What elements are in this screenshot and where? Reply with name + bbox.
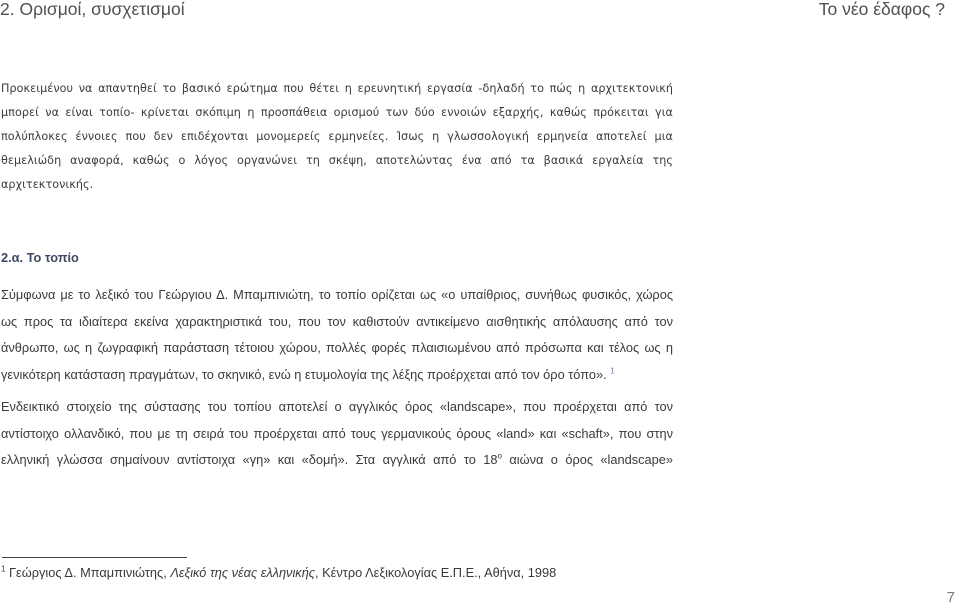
intro-paragraph bbox=[1, 77, 673, 197]
section-heading: 2.α. Το τοπίο bbox=[1, 250, 79, 265]
running-header bbox=[0, 0, 959, 22]
paragraph-line: πολύπλοκες έννοιες που δεν επιδέχονται μονομερείς ερμηνείες. Ίσως η γλωσσολογική ερμηνεία αποτελεί μια bbox=[1, 130, 673, 143]
footnote bbox=[1, 563, 556, 583]
etymology-paragraph bbox=[1, 394, 673, 474]
footnote-publisher: , Κέντρο Λεξικολογίας Ε.Π.Ε., Αθήνα, 1998 bbox=[315, 565, 557, 580]
paragraph-line: ως προς τα ιδιαίτερα εκείνα χαρακτηριστικά του, που τον καθιστούν αντικείμενο αισθητικής απόλαυσης από τον bbox=[1, 313, 673, 329]
footnote-reference-link[interactable]: 1 bbox=[610, 366, 615, 376]
paragraph-line bbox=[1, 362, 673, 389]
paragraph-line: Ενδεικτικό στοιχείο της σύστασης του τοπίου αποτελεί ο αγγλικός όρος «landscape», που προέρχεται από τον bbox=[1, 399, 673, 414]
paragraph-line: Σύμφωνα με το λεξικό του Γεώργιου Δ. Μπαμπινιώτη, το τοπίο ορίζεται ως «ο υπαίθριος, συνήθως φυσικός, χώρος bbox=[1, 287, 673, 302]
chapter-title: 2. Ορισμοί, συσχετισμοί bbox=[0, 0, 185, 19]
paragraph-line: αρχιτεκτονικής. bbox=[1, 178, 94, 191]
footnote-book-title: Λεξικό της νέας ελληνικής bbox=[170, 565, 316, 580]
paragraph-line: θεμελιώδη αναφορά, καθώς ο λόγος οργανώνει τη σκέψη, αποτελώντας ένα από τα βασικά εργαλεία της bbox=[1, 154, 673, 167]
paragraph-line: άνθρωπο, ως η ζωγραφική παράσταση τέτοιου χώρου, πολλές φορές πλαισιωμένου από πρόσωπα και τέλος ως η bbox=[1, 340, 673, 355]
paragraph-line: αντίστοιχο ολλανδικό, που με τη σειρά του προέρχεται από τους γερμανικούς όρους «land» και «schaft», που στην bbox=[1, 425, 673, 441]
paragraph-line-text: ελληνική γλώσσα σημαίνουν αντίστοιχα «γη» και «δομή». Στα αγγλικά από το 18 bbox=[1, 452, 498, 467]
section-subtitle: Το νέο έδαφος ? bbox=[818, 0, 945, 19]
footnote-separator bbox=[2, 557, 187, 558]
paragraph-line bbox=[1, 447, 673, 474]
definition-paragraph bbox=[1, 282, 673, 388]
ordinal-superscript: ο bbox=[497, 451, 502, 461]
footnote-mark: 1 bbox=[1, 564, 6, 574]
paragraph-line-text: γενικότερη κατάσταση πραγμάτων, το σκηνικό, ενώ η ετυμολογία της λέξης προέρχεται από τον όρο τόπο». bbox=[1, 366, 607, 382]
paragraph-line: Προκειμένου να απαντηθεί το βασικό ερώτημα που θέτει η ερευνητική εργασία -δηλαδή το πώς η αρχιτεκτονική bbox=[1, 82, 673, 95]
page-number: 7 bbox=[946, 589, 955, 606]
paragraph-line: μπορεί να είναι τοπίο- κρίνεται σκόπιμη η προσπάθεια ορισμού των δύο εννοιών εξαρχής, καθώς πρόκειται για bbox=[1, 106, 673, 119]
footnote-author: Γεώργιος Δ. Μπαμπινιώτης, bbox=[5, 565, 171, 580]
paragraph-line-text: αιώνα ο όρος «landscape» bbox=[501, 452, 673, 467]
